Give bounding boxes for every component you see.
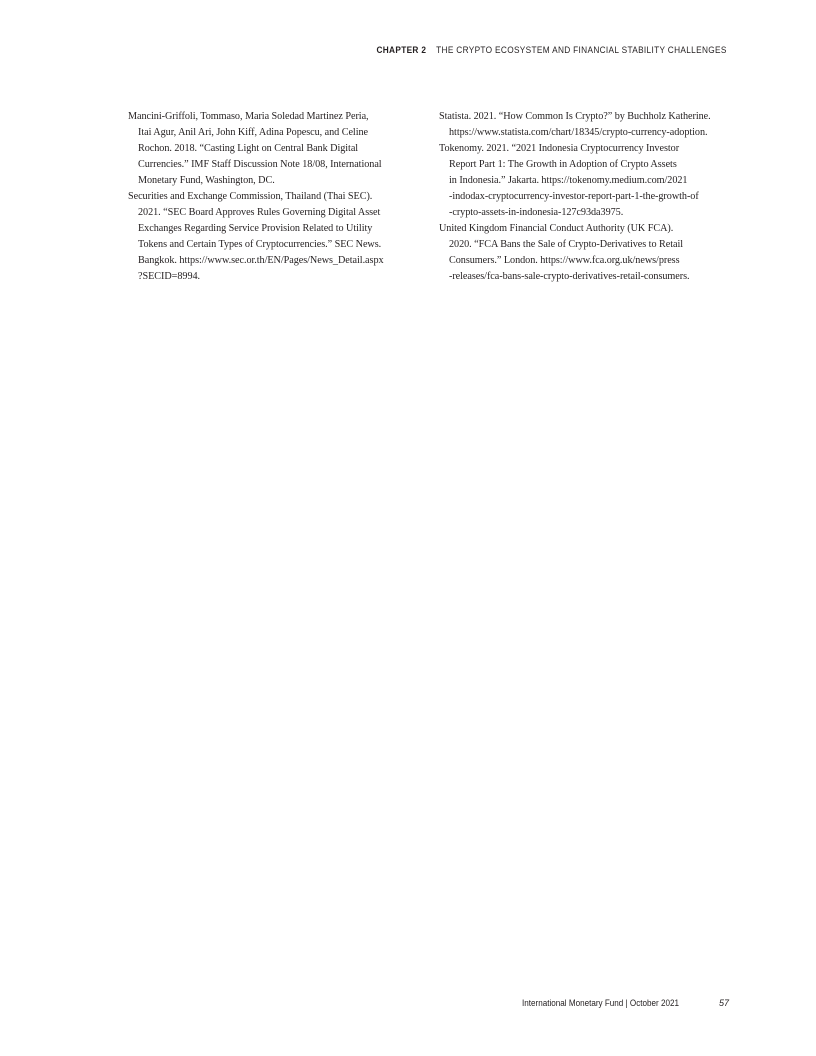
reference-entry (128, 109, 410, 189)
reference-line: Consumers.” London. https://www.fca.org.uk/news/press (449, 255, 680, 266)
references-right-column (439, 109, 731, 285)
references-left-column (128, 109, 410, 285)
reference-line: 2021. “SEC Board Approves Rules Governing Digital Asset (138, 207, 381, 218)
reference-link[interactable]: -indodax-cryptocurrency-investor-report-part-1-the-growth-of (449, 191, 699, 202)
reference-line: Rochon. 2018. “Casting Light on Central Bank Digital (138, 143, 359, 154)
reference-link[interactable]: Bangkok. https://www.sec.or.th/EN/Pages/News_Detail.aspx (138, 255, 384, 266)
reference-line: in Indonesia.” Jakarta. https://tokenomy.medium.com/2021 (449, 175, 688, 186)
reference-line: Tokens and Certain Types of Cryptocurrencies.” SEC News. (138, 239, 382, 250)
chapter-label: CHAPTER 2 (376, 45, 427, 55)
reference-entry (439, 221, 731, 285)
reference-link[interactable]: -releases/fca-bans-sale-crypto-derivatives-retail-consumers. (449, 271, 690, 282)
reference-line: Report Part 1: The Growth in Adoption of Crypto Assets (449, 159, 677, 170)
running-header (377, 45, 727, 55)
reference-link[interactable]: ?SECID=8994. (138, 271, 201, 282)
chapter-title: THE CRYPTO ECOSYSTEM AND FINANCIAL STABILITY CHALLENGES (436, 45, 727, 55)
footer-publisher: International Monetary Fund | October 2021 (522, 998, 680, 1008)
reference-link[interactable]: https://www.statista.com/chart/18345/crypto-currency-adoption. (449, 127, 708, 138)
reference-entry (439, 141, 731, 221)
reference-line: 2020. “FCA Bans the Sale of Crypto-Derivatives to Retail (449, 239, 684, 250)
reference-entry (439, 109, 731, 141)
reference-line: Tokenomy. 2021. “2021 Indonesia Cryptocurrency Investor (439, 143, 680, 154)
reference-line: United Kingdom Financial Conduct Authority (UK FCA). (439, 223, 674, 234)
reference-line: Securities and Exchange Commission, Thailand (Thai SEC). (128, 191, 373, 202)
page-number: 57 (718, 998, 729, 1008)
reference-line: Exchanges Regarding Service Provision Related to Utility (138, 223, 373, 234)
reference-line: Currencies.” IMF Staff Discussion Note 18/08, International (138, 159, 382, 170)
reference-line: Statista. 2021. “How Common Is Crypto?” by Buchholz Katherine. (439, 111, 711, 122)
reference-entry (128, 189, 410, 285)
reference-line: Itai Agur, Anil Ari, John Kiff, Adina Popescu, and Celine (138, 127, 368, 138)
reference-line: Monetary Fund, Washington, DC. (138, 175, 275, 186)
reference-link[interactable]: -crypto-assets-in-indonesia-127c93da3975. (449, 207, 624, 218)
reference-line: Mancini-Griffoli, Tommaso, Maria Soledad Martinez Peria, (128, 111, 369, 122)
